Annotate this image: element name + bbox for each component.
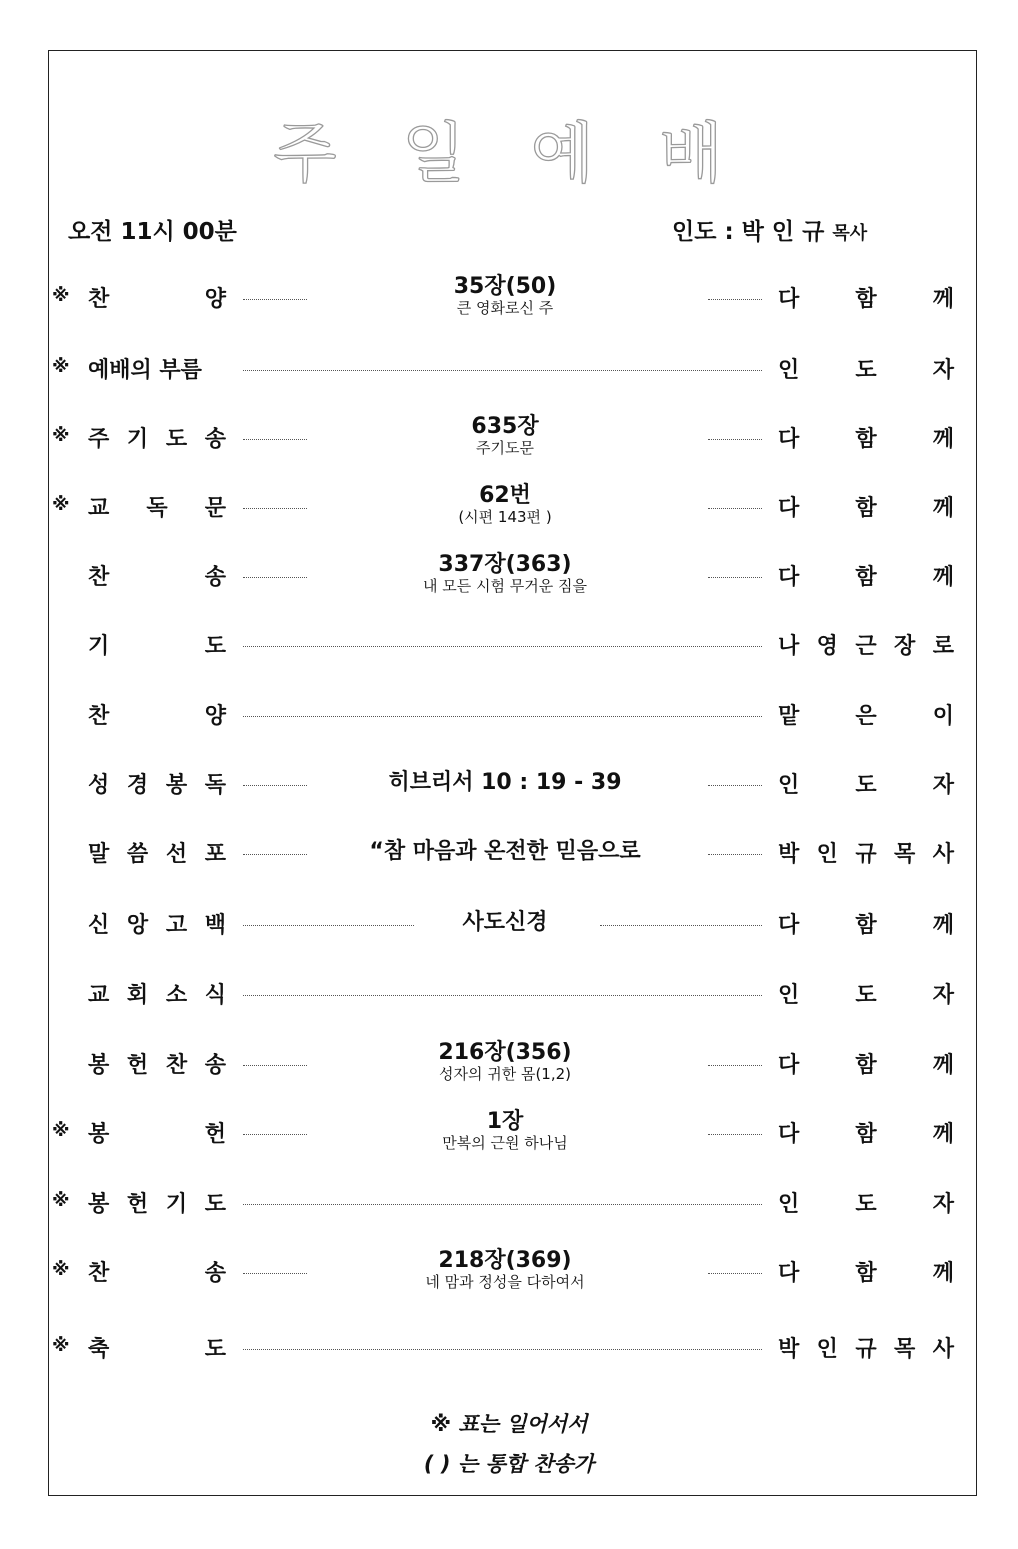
hymn-number: 35장(50) <box>453 274 557 299</box>
label-char: 도 <box>204 1337 226 1362</box>
order-row <box>0 481 1018 529</box>
responsible-char: 규 <box>855 1337 877 1362</box>
order-item-label <box>88 1187 226 1218</box>
order-item-label <box>88 768 226 799</box>
responsible-person <box>778 629 954 660</box>
leader-label: 인도 : 박 인 규 <box>672 219 825 245</box>
label-char: 봉 <box>88 1192 110 1217</box>
label-char: 독 <box>146 496 168 521</box>
order-row <box>0 272 1018 320</box>
responsible-char: 다 <box>778 1122 800 1147</box>
responsible-char: 규 <box>855 842 877 867</box>
responsible-char: 다 <box>778 427 800 452</box>
responsible-char: 목 <box>894 842 916 867</box>
leader-dots <box>708 577 762 578</box>
order-item-label <box>88 699 226 730</box>
label-char: 주 <box>88 427 110 452</box>
label-char: 송 <box>204 1053 226 1078</box>
label-char: 도 <box>204 634 226 659</box>
hymn-title: 내 모든 시험 무거운 짐을 <box>423 577 587 595</box>
order-item-label <box>88 491 226 522</box>
hymn-title: 큰 영화로신 주 <box>456 299 554 317</box>
label-char: 백 <box>204 913 226 938</box>
leader-dots <box>243 1134 307 1135</box>
leader-dots <box>243 785 307 786</box>
order-item-label <box>88 837 226 868</box>
order-item-detail: “참 마음과 온전한 믿음으로 <box>369 839 641 864</box>
standing-mark: ※ <box>52 285 70 306</box>
order-item-detail <box>305 552 705 596</box>
order-item-detail <box>305 414 705 458</box>
hymn-number: 1장 <box>486 1109 524 1134</box>
leader-dots <box>708 1065 762 1066</box>
responsible-char: 로 <box>932 634 954 659</box>
responsible-char: 다 <box>778 496 800 521</box>
responsible-person <box>778 282 954 313</box>
leader-dots <box>243 439 307 440</box>
label-char: 송 <box>204 427 226 452</box>
responsible-char: 다 <box>778 1261 800 1286</box>
hymn-title: (시편 143편 ) <box>458 508 552 526</box>
leader-dots <box>708 854 762 855</box>
order-item-label <box>88 1256 226 1287</box>
responsible-char: 함 <box>855 287 877 312</box>
label-char: 교 <box>88 983 110 1008</box>
label-char: 앙 <box>126 913 149 938</box>
responsible-char: 께 <box>932 427 954 452</box>
leader-dots <box>708 299 762 300</box>
responsible-person <box>778 353 954 384</box>
label-char: 봉 <box>88 1122 110 1147</box>
responsible-person <box>778 422 954 453</box>
responsible-char: 인 <box>816 842 838 867</box>
order-item-label <box>88 353 226 384</box>
leader-dots <box>243 1273 307 1274</box>
order-item-detail <box>305 1040 705 1084</box>
responsible-char: 은 <box>855 704 877 729</box>
responsible-char: 함 <box>855 496 877 521</box>
responsible-char: 함 <box>855 427 877 452</box>
label-char: 헌 <box>126 1053 149 1078</box>
hymn-title: 주기도문 <box>476 439 534 457</box>
responsible-person <box>778 699 954 730</box>
label-char: 경 <box>126 773 149 798</box>
standing-mark: ※ <box>52 1259 70 1280</box>
responsible-char: 박 <box>778 1337 800 1362</box>
responsible-char: 인 <box>816 1337 838 1362</box>
order-row <box>0 1038 1018 1086</box>
label-char: 찬 <box>88 287 110 312</box>
responsible-char: 함 <box>855 913 877 938</box>
standing-mark: ※ <box>52 1190 70 1211</box>
responsible-char: 다 <box>778 913 800 938</box>
label-char: 찬 <box>88 1261 110 1286</box>
leader-dots <box>708 1134 762 1135</box>
label-char: 기 <box>165 1192 188 1217</box>
leader-dots <box>243 577 307 578</box>
hymn-number: 337장(363) <box>438 552 572 577</box>
label-char: 도 <box>165 427 188 452</box>
responsible-person <box>778 1117 954 1148</box>
label-char: 기 <box>126 427 149 452</box>
leader-dots <box>708 1273 762 1274</box>
responsible-char: 께 <box>932 1261 954 1286</box>
responsible-char: 께 <box>932 913 954 938</box>
order-item-label <box>88 1048 226 1079</box>
responsible-char: 함 <box>855 1122 877 1147</box>
responsible-char: 함 <box>855 1053 877 1078</box>
label-char: 기 <box>88 634 110 659</box>
responsible-char: 사 <box>932 1337 954 1362</box>
hymn-title: 네 맘과 정성을 다하여서 <box>425 1273 585 1291</box>
leader-dots <box>243 1349 762 1350</box>
leader-dots <box>243 1204 762 1205</box>
order-item-detail <box>305 483 705 527</box>
label-char: 봉 <box>88 1053 110 1078</box>
responsible-char: 영 <box>816 634 838 659</box>
hymn-number: 216장(356) <box>438 1040 572 1065</box>
leader-dots <box>243 299 307 300</box>
responsible-person <box>778 491 954 522</box>
leader-dots <box>708 785 762 786</box>
hymn-title: 성자의 귀한 몸(1,2) <box>438 1065 572 1083</box>
responsible-char: 다 <box>778 565 800 590</box>
leader-role: 목사 <box>832 223 868 244</box>
responsible-char: 도 <box>855 983 877 1008</box>
order-row <box>0 1322 1018 1370</box>
standing-mark: ※ <box>52 425 70 446</box>
footer-note-standing: ※ 표는 일어서서 <box>430 1412 588 1436</box>
label-char: 봉 <box>165 773 188 798</box>
label-char: 찬 <box>88 565 110 590</box>
order-item-label <box>88 908 226 939</box>
responsible-char: 함 <box>855 565 877 590</box>
label-char: 말 <box>88 842 110 867</box>
order-item-label <box>88 629 226 660</box>
responsible-char: 인 <box>778 1192 800 1217</box>
responsible-person <box>778 1256 954 1287</box>
leader-dots <box>708 508 762 509</box>
order-item-label <box>88 978 226 1009</box>
responsible-person <box>778 1187 954 1218</box>
responsible-char: 함 <box>855 1261 877 1286</box>
standing-mark: ※ <box>52 356 70 377</box>
order-row <box>0 898 1018 946</box>
label-char: 축 <box>88 1337 110 1362</box>
order-item-label <box>88 1117 226 1148</box>
responsible-char: 께 <box>932 1122 954 1147</box>
order-item-detail <box>305 1248 705 1292</box>
hymn-number: 62번 <box>479 483 531 508</box>
label-char: 성 <box>88 773 110 798</box>
responsible-char: 다 <box>778 287 800 312</box>
responsible-char: 인 <box>778 773 800 798</box>
label-char: 씀 <box>126 842 149 867</box>
leader-dots <box>243 716 762 717</box>
order-item-detail: 사도신경 <box>462 910 548 935</box>
leader-dots <box>243 1065 307 1066</box>
responsible-char: 나 <box>778 634 800 659</box>
order-row <box>0 758 1018 806</box>
order-row <box>0 619 1018 667</box>
responsible-char: 박 <box>778 842 800 867</box>
responsible-person <box>778 908 954 939</box>
label-char: 예배의 부름 <box>88 358 202 383</box>
label-char: 양 <box>204 704 226 729</box>
responsible-char: 인 <box>778 358 800 383</box>
label-char: 고 <box>165 913 188 938</box>
responsible-char: 자 <box>932 983 954 1008</box>
order-item-detail: 히브리서 10 : 19 - 39 <box>388 770 622 795</box>
label-char: 찬 <box>165 1053 188 1078</box>
label-char: 양 <box>204 287 226 312</box>
responsible-char: 도 <box>855 773 877 798</box>
label-char: 신 <box>88 913 110 938</box>
leader-dots <box>243 370 762 371</box>
order-row <box>0 343 1018 391</box>
leader-dots <box>243 854 307 855</box>
responsible-char: 사 <box>932 842 954 867</box>
order-item-label <box>88 282 226 313</box>
standing-mark: ※ <box>52 494 70 515</box>
hymn-title: 만복의 근원 하나님 <box>442 1134 568 1152</box>
responsible-char: 께 <box>932 496 954 521</box>
order-row <box>0 412 1018 460</box>
responsible-char: 자 <box>932 358 954 383</box>
page-title: 주 일 예 배 <box>273 115 745 192</box>
label-char: 독 <box>204 773 226 798</box>
order-item-label <box>88 422 226 453</box>
leader-dots <box>243 995 762 996</box>
order-item-label <box>88 1332 226 1363</box>
responsible-char: 자 <box>932 773 954 798</box>
responsible-char: 께 <box>932 565 954 590</box>
responsible-char: 께 <box>932 1053 954 1078</box>
label-char: 문 <box>204 496 226 521</box>
label-char: 회 <box>126 983 149 1008</box>
order-row <box>0 827 1018 875</box>
responsible-char: 인 <box>778 983 800 1008</box>
label-char: 송 <box>204 565 226 590</box>
order-row <box>0 1177 1018 1225</box>
label-char: 식 <box>204 983 226 1008</box>
standing-mark: ※ <box>52 1120 70 1141</box>
order-row <box>0 968 1018 1016</box>
responsible-char: 께 <box>932 287 954 312</box>
responsible-char: 도 <box>855 1192 877 1217</box>
label-char: 도 <box>204 1192 226 1217</box>
label-char: 포 <box>204 842 226 867</box>
responsible-person <box>778 837 954 868</box>
label-char: 소 <box>165 983 188 1008</box>
responsible-char: 근 <box>855 634 877 659</box>
hymn-number: 635장 <box>471 414 539 439</box>
label-char: 교 <box>88 496 110 521</box>
responsible-char: 도 <box>855 358 877 383</box>
responsible-char: 이 <box>932 704 954 729</box>
order-row <box>0 1246 1018 1294</box>
label-char: 선 <box>165 842 188 867</box>
leader-dots <box>243 646 762 647</box>
responsible-person <box>778 1332 954 1363</box>
order-item-label <box>88 560 226 591</box>
responsible-char: 목 <box>894 1337 916 1362</box>
order-row <box>0 1107 1018 1155</box>
order-row <box>0 550 1018 598</box>
label-char: 헌 <box>126 1192 149 1217</box>
leader-dots <box>708 439 762 440</box>
responsible-person <box>778 560 954 591</box>
hymn-number: 218장(369) <box>438 1248 572 1273</box>
responsible-person <box>778 978 954 1009</box>
footer-note-hymnal: ( ) 는 통합 찬송가 <box>423 1452 595 1476</box>
responsible-char: 자 <box>932 1192 954 1217</box>
leader-info <box>672 213 867 246</box>
leader-dots <box>243 508 307 509</box>
responsible-person <box>778 1048 954 1079</box>
order-row <box>0 689 1018 737</box>
label-char: 헌 <box>204 1122 226 1147</box>
standing-mark: ※ <box>52 1335 70 1356</box>
responsible-char: 맡 <box>778 704 800 729</box>
responsible-char: 다 <box>778 1053 800 1078</box>
label-char: 송 <box>204 1261 226 1286</box>
responsible-person <box>778 768 954 799</box>
responsible-char: 장 <box>894 634 916 659</box>
order-item-detail <box>305 274 705 318</box>
label-char: 찬 <box>88 704 110 729</box>
service-time: 오전 11시 00분 <box>68 219 237 245</box>
order-item-detail <box>305 1109 705 1153</box>
